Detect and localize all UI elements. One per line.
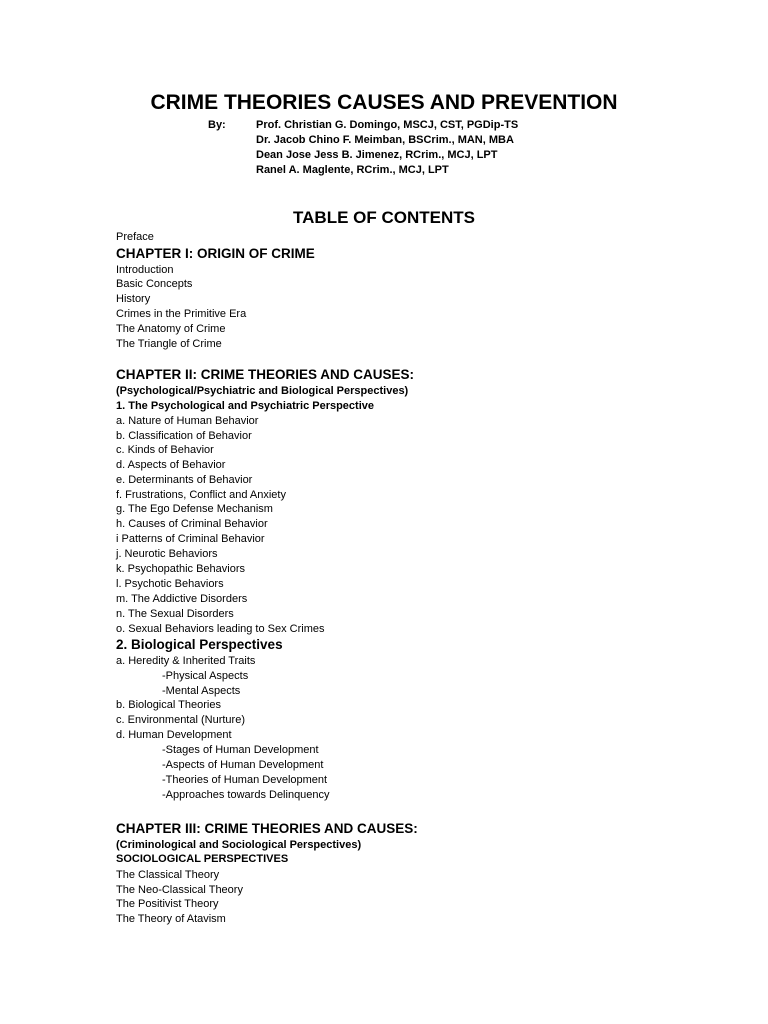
toc-item: b. Classification of Behavior bbox=[116, 430, 252, 442]
toc-item: d. Human Development bbox=[116, 729, 232, 741]
author-list bbox=[256, 118, 518, 178]
document-title: CRIME THEORIES CAUSES AND PREVENTION bbox=[150, 91, 618, 114]
toc-item: Crimes in the Primitive Era bbox=[116, 308, 247, 320]
toc-item: History bbox=[116, 293, 151, 305]
toc-item: Introduction bbox=[116, 264, 174, 276]
toc-item: a. Heredity & Inherited Traits bbox=[116, 655, 256, 667]
toc-item: f. Frustrations, Conflict and Anxiety bbox=[116, 489, 286, 501]
toc-item: d. Aspects of Behavior bbox=[116, 459, 226, 471]
chapter-heading: CHAPTER II: CRIME THEORIES AND CAUSES: bbox=[116, 367, 415, 382]
toc-preface: Preface bbox=[116, 231, 154, 243]
author-line: Dean Jose Jess B. Jimenez, RCrim., MCJ, LPT bbox=[256, 149, 498, 161]
toc-item: c. Kinds of Behavior bbox=[116, 444, 214, 456]
toc-item: e. Determinants of Behavior bbox=[116, 474, 253, 486]
toc-item: l. Psychotic Behaviors bbox=[116, 578, 224, 590]
toc-subitem: -Approaches towards Delinquency bbox=[162, 789, 330, 801]
toc-item: The Theory of Atavism bbox=[116, 913, 226, 925]
author-line: Dr. Jacob Chino F. Meimban, BSCrim., MAN, MBA bbox=[256, 134, 514, 146]
by-label: By: bbox=[208, 119, 226, 131]
toc-item: Basic Concepts bbox=[116, 278, 193, 290]
toc-item: n. The Sexual Disorders bbox=[116, 608, 234, 620]
toc-item: i Patterns of Criminal Behavior bbox=[116, 533, 265, 545]
toc-item: c. Environmental (Nurture) bbox=[116, 714, 245, 726]
chapter-subtitle: (Criminological and Sociological Perspectives) bbox=[116, 839, 362, 851]
toc-subitem: -Stages of Human Development bbox=[162, 744, 319, 756]
author-line: Prof. Christian G. Domingo, MSCJ, CST, PGDip-TS bbox=[256, 119, 519, 131]
chapter-subtitle: (Psychological/Psychiatric and Biological Perspectives) bbox=[116, 385, 409, 397]
chapter-heading: CHAPTER III: CRIME THEORIES AND CAUSES: bbox=[116, 821, 418, 836]
toc-item: j. Neurotic Behaviors bbox=[116, 548, 218, 560]
section-heading: SOCIOLOGICAL PERSPECTIVES bbox=[116, 853, 289, 865]
toc-item: The Neo-Classical Theory bbox=[116, 884, 243, 896]
toc-item: b. Biological Theories bbox=[116, 699, 221, 711]
toc-item: The Triangle of Crime bbox=[116, 338, 222, 350]
toc-item: m. The Addictive Disorders bbox=[116, 593, 248, 605]
author-line: Ranel A. Maglente, RCrim., MCJ, LPT bbox=[256, 164, 449, 176]
toc-subitem: -Theories of Human Development bbox=[162, 774, 328, 786]
toc-subitem: -Aspects of Human Development bbox=[162, 759, 324, 771]
toc-item: The Positivist Theory bbox=[116, 898, 219, 910]
toc-item: g. The Ego Defense Mechanism bbox=[116, 503, 273, 515]
toc-item: h. Causes of Criminal Behavior bbox=[116, 518, 268, 530]
chapter-heading: CHAPTER I: ORIGIN OF CRIME bbox=[116, 246, 315, 261]
toc-item: o. Sexual Behaviors leading to Sex Crimes bbox=[116, 623, 325, 635]
toc-item: The Anatomy of Crime bbox=[116, 323, 226, 335]
section-heading: 1. The Psychological and Psychiatric Perspective bbox=[116, 400, 375, 412]
toc-item: The Classical Theory bbox=[116, 869, 220, 881]
toc-item: a. Nature of Human Behavior bbox=[116, 415, 259, 427]
toc-heading: TABLE OF CONTENTS bbox=[293, 208, 475, 227]
toc-subitem: -Mental Aspects bbox=[162, 685, 241, 697]
toc-subitem: -Physical Aspects bbox=[162, 670, 249, 682]
section-heading: 2. Biological Perspectives bbox=[116, 637, 283, 652]
toc-item: k. Psychopathic Behaviors bbox=[116, 563, 246, 575]
